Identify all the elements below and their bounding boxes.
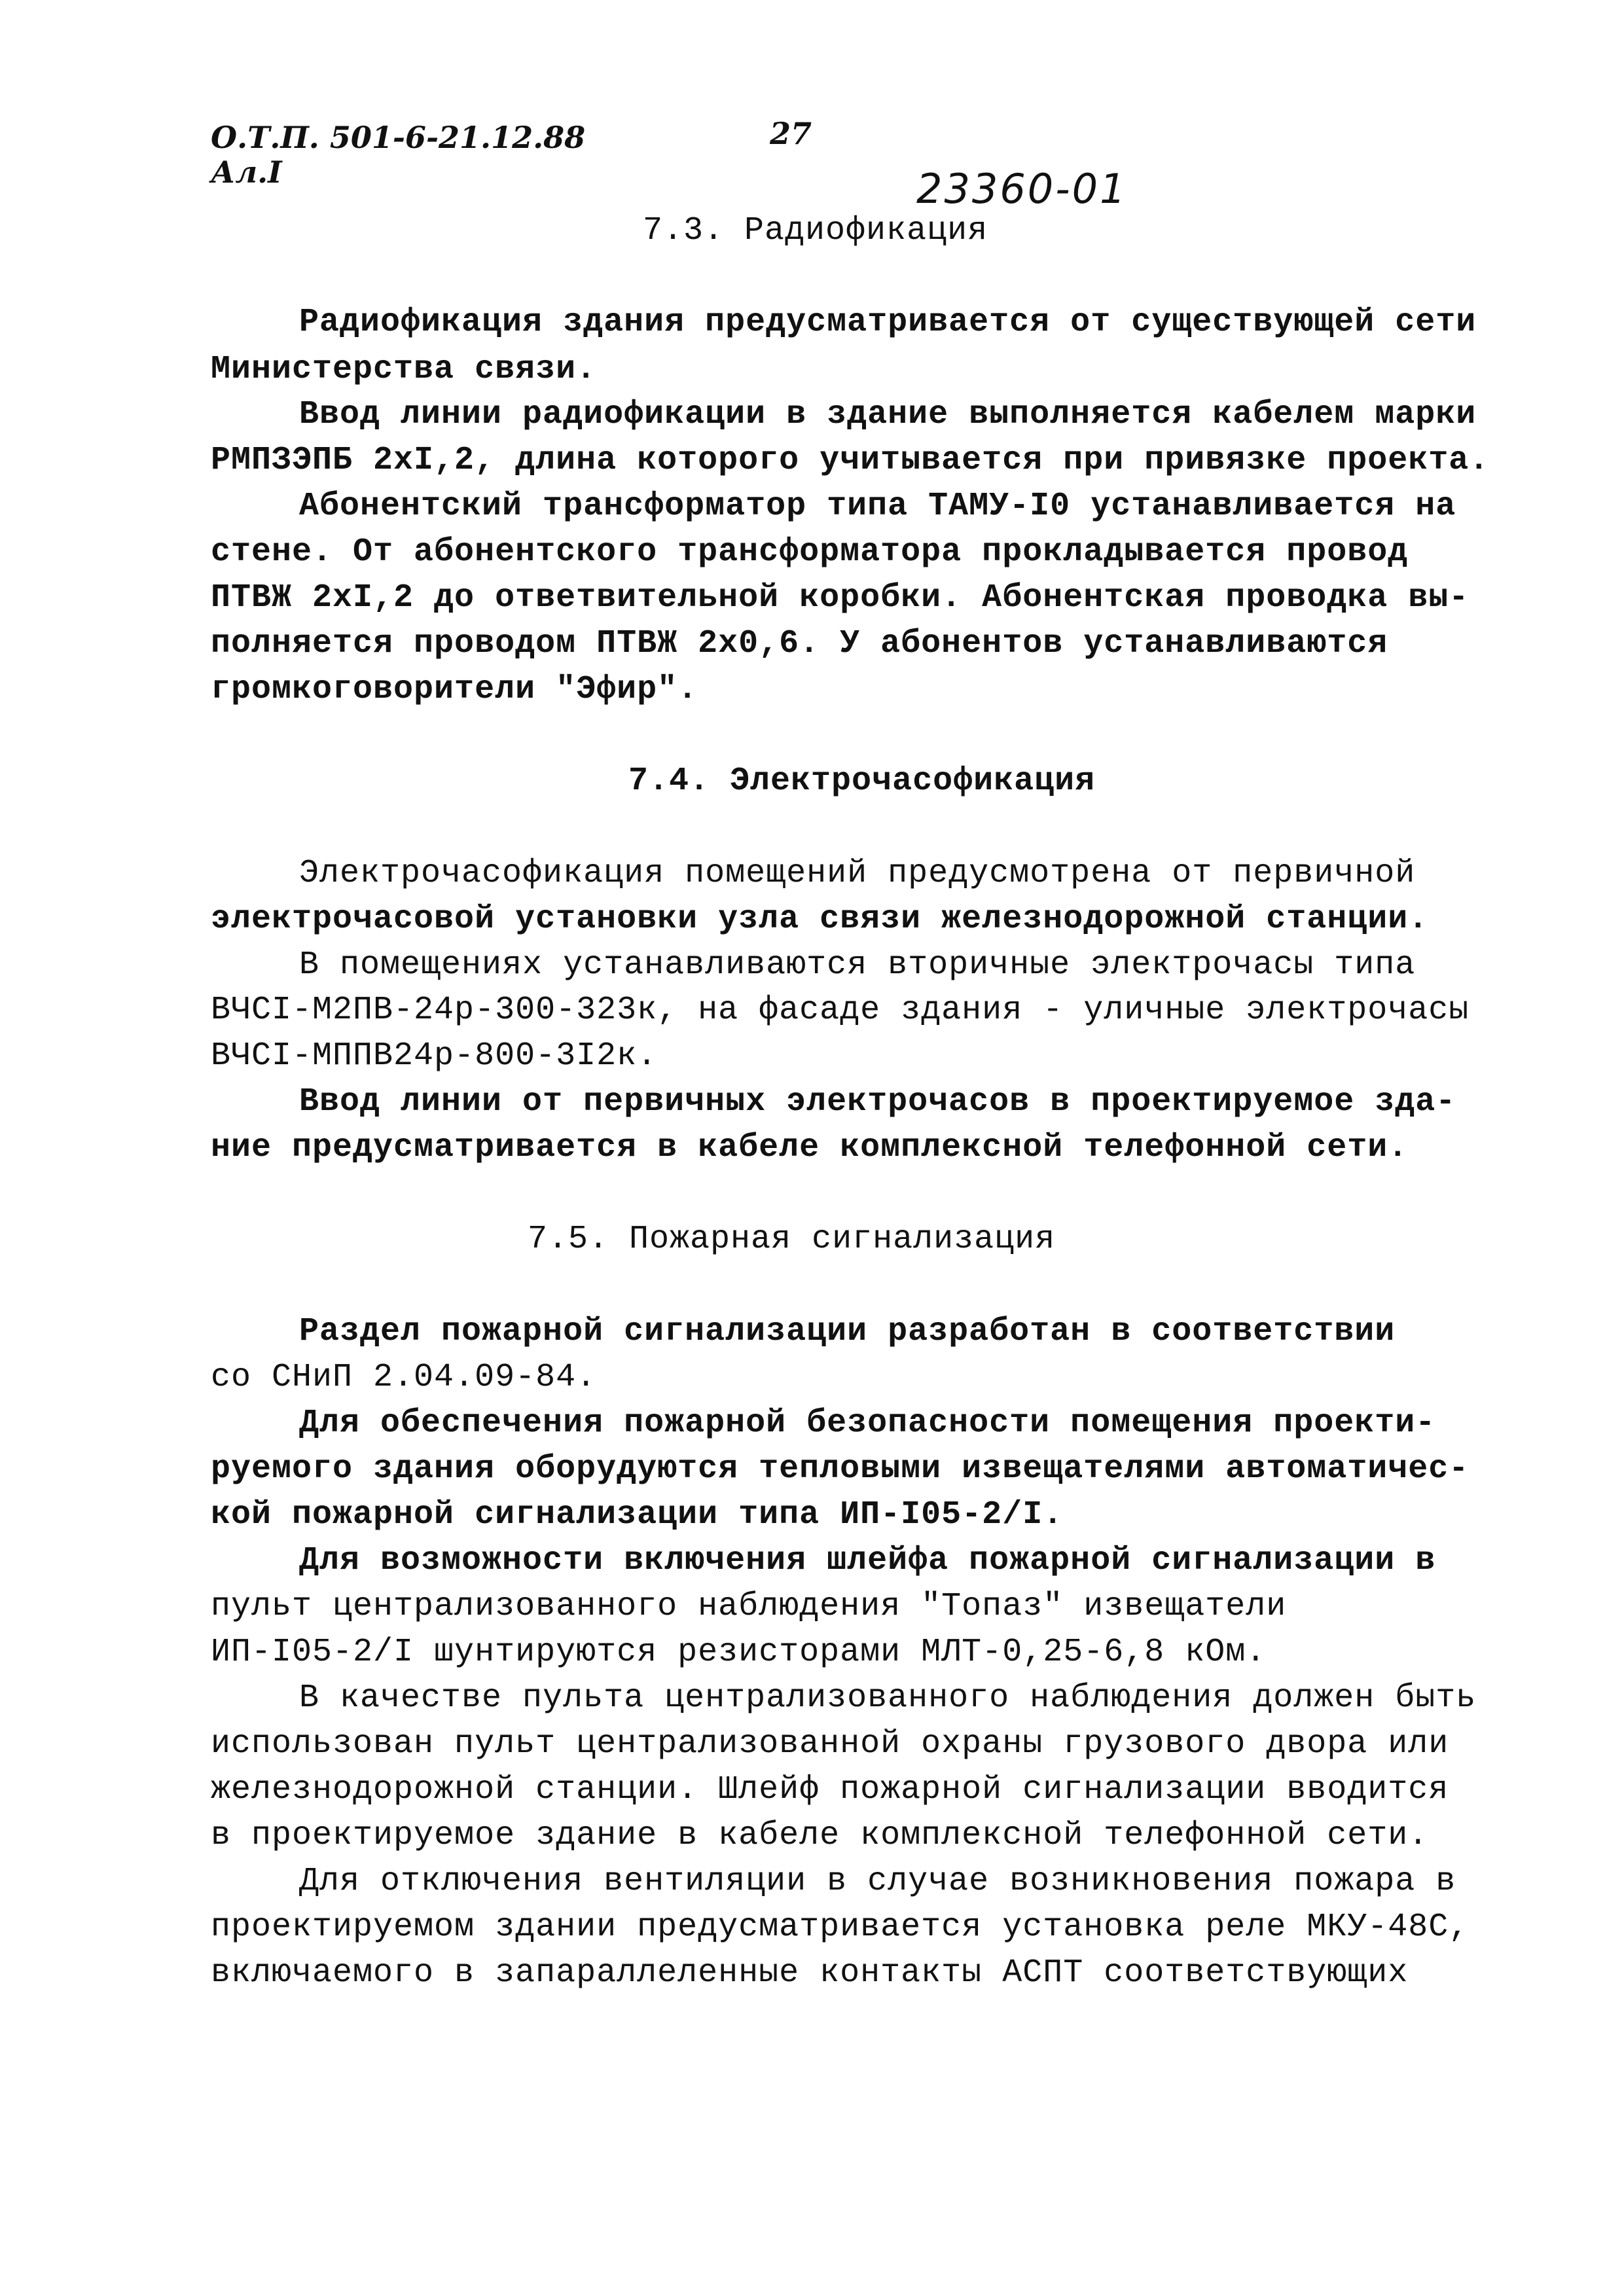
document-code: О.Т.П. 501-6-21.12.88 [211,120,586,155]
archive-number: 23360-01 [916,165,1128,213]
paragraph-line: В качестве пульта централизованного наблюдения должен быть [299,1679,1477,1717]
paragraph-line: Для отключения вентиляции в случае возникновения пожара в [299,1863,1456,1900]
paragraph-line: Министерства связи. [211,351,597,388]
paragraph-line: включаемого в запараллеленные контакты АСПТ соответствующих [211,1954,1409,1992]
paragraph-line: в проектируемое здание в кабеле комплексной телефонной сети. [211,1817,1429,1854]
paragraph-line: Радиофикация здания предусматривается от существующей сети [299,304,1477,341]
paragraph-line: ПТВЖ 2хI,2 до ответвительной коробки. Абонентская проводка вы- [211,579,1470,617]
paragraph-line: стене. От абонентского трансформатора прокладывается провод [211,533,1409,571]
paragraph-line: руемого здания оборудуются тепловыми извещателями автоматичес- [211,1450,1470,1488]
section-heading-7-3: 7.3. Радиофикация [643,212,988,249]
paragraph-line: Ввод линии радиофикации в здание выполняется кабелем марки [299,396,1477,433]
section-heading-7-4: 7.4. Электрочасофикация [628,762,1096,800]
page-number: 27 [770,116,812,151]
paragraph-line: громкоговорители "Эфир". [211,671,698,708]
paragraph-line: кой пожарной сигнализации типа ИП-I05-2/I. [211,1496,1064,1534]
paragraph-line: Абонентский трансформатор типа ТАМУ-I0 устанавливается на [299,488,1456,525]
paragraph-line: железнодорожной станции. Шлейф пожарной сигнализации вводится [211,1771,1449,1808]
paragraph-line: РМПЗЭПБ 2хI,2, длина которого учитывается при привязке проекта. [211,442,1490,479]
paragraph-line: В помещениях устанавливаются вторичные электрочасы типа [299,946,1416,984]
paragraph-line: ние предусматривается в кабеле комплексной телефонной сети. [211,1129,1409,1166]
paragraph-line: ВЧСI-М2ПВ-24р-300-323к, на фасаде здания - уличные электрочасы [211,992,1470,1029]
paragraph-line: электрочасовой установки узла связи железнодорожной станции. [211,901,1429,938]
paragraph-line: полняется проводом ПТВЖ 2х0,6. У абонентов устанавливаются [211,625,1388,662]
paragraph-line: со СНиП 2.04.09-84. [211,1359,597,1396]
paragraph-line: использован пульт централизованной охраны грузового двора или [211,1725,1449,1763]
paragraph-line: ВЧСI-МППВ24р-800-3I2к. [211,1037,658,1075]
paragraph-line: Ввод линии от первичных электрочасов в проектируемое зда- [299,1083,1456,1121]
paragraph-line: Раздел пожарной сигнализации разработан в соответствии [299,1313,1396,1350]
section-heading-7-5: 7.5. Пожарная сигнализация [528,1221,1056,1258]
paragraph-line: ИП-I05-2/I шунтируются резисторами МЛТ-0,25-6,8 кОм. [211,1634,1267,1671]
paragraph-line: проектируемом здании предусматривается установка реле МКУ-48С, [211,1909,1470,1946]
paragraph-line: Для обеспечения пожарной безопасности помещения проекти- [299,1405,1436,1442]
paragraph-line: пульт централизованного наблюдения "Топаз" извещатели [211,1588,1287,1625]
sheet-code: Ал.I [211,154,282,190]
paragraph-line: Для возможности включения шлейфа пожарной сигнализации в [299,1542,1436,1579]
paragraph-line: Электрочасофикация помещений предусмотрена от первичной [299,855,1416,892]
